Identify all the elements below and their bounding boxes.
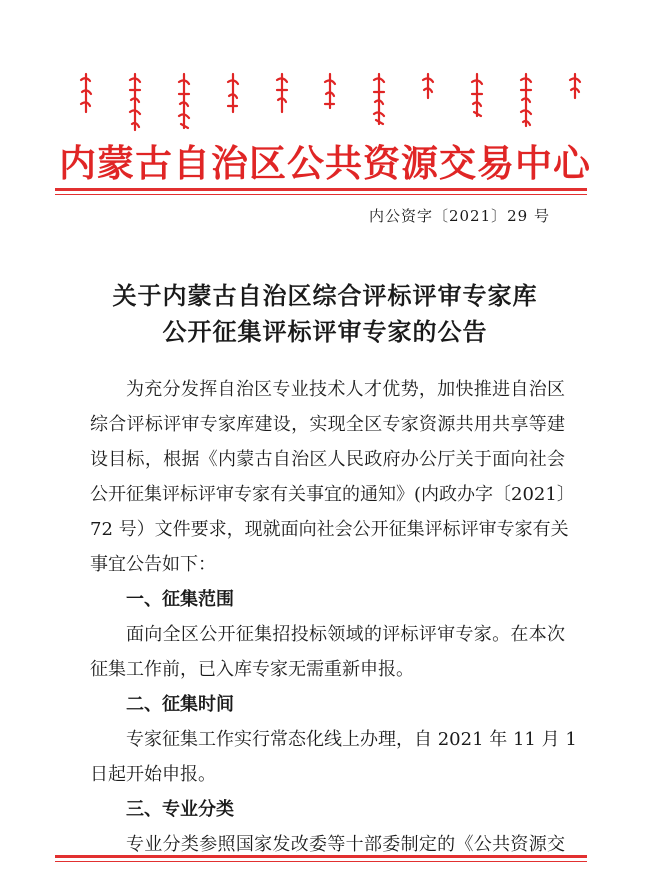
intro-paragraph-line: 公开征集评标评审专家有关事宜的通知》(内政办字〔2021〕: [90, 484, 575, 505]
mongolian-word-9: [469, 72, 485, 134]
mongolian-word-7: [371, 72, 387, 134]
intro-paragraph-line: 为充分发挥自治区专业技术人才优势，加快推进自治区: [126, 379, 565, 400]
section-scope-line: 面向全区公开征集招投标领域的评标评审专家。在本次: [126, 624, 565, 645]
mongolian-word-10: [518, 72, 534, 134]
mongolian-script-header: [78, 72, 583, 142]
section-scope-line: 征集工作前，已入库专家无需重新申报。: [90, 659, 414, 680]
mongolian-word-2: [127, 72, 143, 134]
intro-paragraph-line: 设目标，根据《内蒙古自治区人民政府办公厅关于面向社会: [90, 449, 565, 470]
section-time-line: 专家征集工作实行常态化线上办理，自 2021 年 11 月 1: [126, 729, 577, 750]
mongolian-word-8: [420, 72, 436, 134]
mongolian-word-1: [78, 72, 94, 134]
intro-paragraph-line: 72 号）文件要求，现就面向社会公开征集评标评审专家有关: [90, 519, 569, 540]
section-heading-category: 三、专业分类: [126, 799, 234, 820]
section-category-line: 专业分类参照国家发改委等十部委制定的《公共资源交: [126, 834, 565, 855]
mongolian-word-11: [567, 72, 583, 134]
section-heading-time: 二、征集时间: [126, 694, 234, 715]
footer-divider-thin: [55, 861, 587, 862]
mongolian-word-3: [176, 72, 192, 134]
section-heading-scope: 一、征集范围: [126, 589, 234, 610]
mongolian-word-6: [322, 72, 338, 134]
footer-divider-thick: [55, 855, 587, 858]
intro-paragraph-line: 综合评标评审专家库建设，实现全区专家资源共用共享等建: [90, 414, 565, 435]
document-title-line-1: 关于内蒙古自治区综合评标评审专家库: [112, 281, 538, 310]
document-number: 内公资字〔2021〕29 号: [368, 207, 550, 225]
mongolian-word-5: [274, 72, 290, 134]
section-time-line: 日起开始申报。: [90, 764, 216, 785]
header-divider-thin: [55, 194, 587, 195]
mongolian-word-4: [225, 72, 241, 134]
header-divider-thick: [55, 188, 587, 191]
intro-paragraph-line: 事宜公告如下：: [90, 554, 216, 575]
document-title-line-2: 公开征集评标评审专家的公告: [162, 317, 488, 346]
organization-name: 内蒙古自治区公共资源交易中心: [59, 142, 591, 185]
